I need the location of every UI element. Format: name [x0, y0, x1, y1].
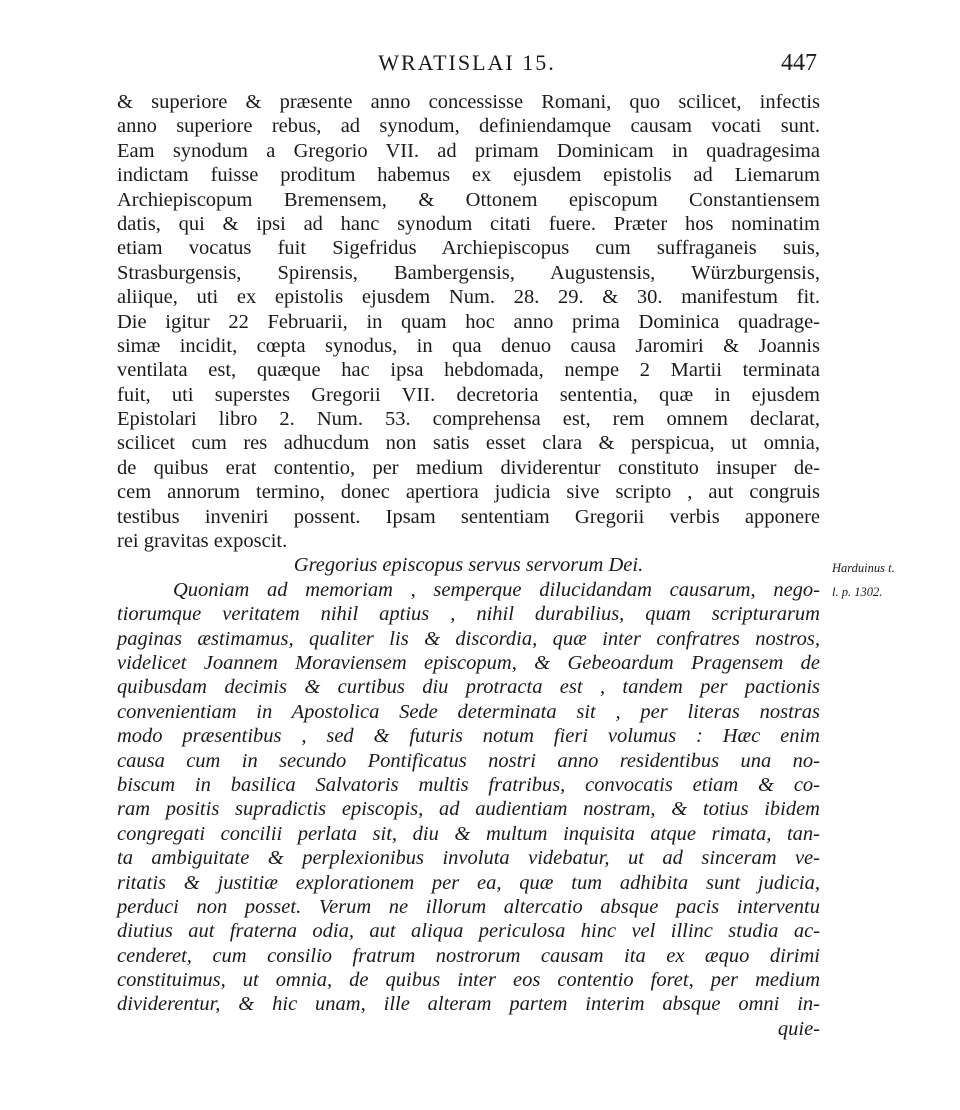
- text-line: anno superiore rebus, ad synodum, definiendamque causam vocati sunt.: [117, 115, 820, 138]
- text-line: rei gravitas exposcit.: [117, 530, 288, 553]
- text-line: aliique, uti ex epistolis ejusdem Num. 28. 29. & 30. manifestum fit.: [117, 286, 820, 309]
- margin-note-line: l. p. 1302.: [832, 585, 883, 599]
- margin-note-line: Harduinus t.: [832, 561, 895, 575]
- margin-note: [832, 556, 944, 604]
- text-line: datis, qui & ipsi ad hanc synodum citati fuere. Præter hos nominatim: [117, 212, 820, 235]
- text-line: testibus inveniri possent. Ipsam sententiam Gregorii verbis apponere: [117, 505, 820, 528]
- text-line: Strasburgensis, Spirensis, Bambergensis, Augustensis, Würzburgensis,: [117, 261, 820, 284]
- text-line: ventilata est, quæque hac ipsa hebdomada, nempe 2 Martii terminata: [117, 359, 820, 382]
- letter-line: diutius aut fraterna odia, aut aliqua periculosa hinc vel illinc studia ac-: [117, 920, 820, 943]
- letter-line: perduci non posset. Verum ne illorum altercatio absque pacis interventu: [117, 895, 820, 918]
- letter-line: convenientiam in Apostolica Sede determinata sit , per literas nostras: [117, 700, 820, 723]
- letter-line: cenderet, cum consilio fratrum nostrorum causam ita ex æquo dirimi: [117, 944, 820, 967]
- text-line: de quibus erat contentio, per medium dividerentur constituto insuper de-: [117, 456, 820, 479]
- text-line: Eam synodum a Gregorio VII. ad primam Dominicam in quadragesima: [117, 139, 820, 162]
- letter-line: paginas æstimamus, qualiter lis & discordia, quæ inter confratres nostros,: [117, 627, 820, 650]
- letter-line: ta ambiguitate & perplexionibus involuta videbatur, ut ad sinceram ve-: [117, 847, 820, 870]
- letter-line: dividerentur, & hic unam, ille alteram partem interim absque omni in-: [117, 993, 820, 1016]
- letter-line: causa cum in secundo Pontificatus nostri anno residentibus una no-: [117, 749, 820, 772]
- text-line: etiam vocatus fuit Sigefridus Archiepiscopus cum suffraganeis suis,: [117, 237, 820, 260]
- catchword: quie-: [777, 1017, 820, 1040]
- text-line: indictam fuisse proditum habemus ex ejusdem epistolis ad Liemarum: [117, 164, 820, 187]
- letter-line: ram positis supradictis episcopis, ad audientiam nostram, & totius ibidem: [117, 798, 820, 821]
- text-line: cem annorum termino, donec apertiora judicia sive scripto , aut congruis: [117, 481, 820, 504]
- letter-line: quibusdam decimis & curtibus diu protracta est , tandem per pactionis: [117, 676, 820, 699]
- main-text: [117, 90, 820, 1041]
- text-line: & superiore & præsente anno concessisse Romani, quo scilicet, infectis: [117, 91, 820, 113]
- running-head: WRATISLAI 15.: [378, 50, 556, 75]
- letter-line: biscum in basilica Salvatoris multis fratribus, convocatis etiam & co-: [117, 773, 820, 796]
- text-line: Die igitur 22 Februarii, in quam hoc anno prima Dominica quadrage-: [117, 310, 820, 333]
- letter-salutation: Gregorius episcopus servus servorum Dei.: [293, 554, 644, 577]
- letter-line: Quoniam ad memoriam , semperque dilucidandam causarum, nego-: [173, 578, 820, 601]
- text-line: Epistolari libro 2. Num. 53. comprehensa est, rem omnem declarat,: [117, 408, 820, 431]
- letter-line: congregati concilii perlata sit, diu & multum inquisita atque rimata, tan-: [117, 822, 820, 845]
- page-number: 447: [781, 50, 817, 76]
- letter-line: ritatis & justitiæ explorationem per ea, quæ tum adhibita sunt judicia,: [117, 871, 820, 894]
- letter-line: modo præsentibus , sed & futuris notum fieri volumus : Hæc enim: [117, 725, 820, 748]
- letter-line: tiorumque veritatem nihil aptius , nihil durabilius, quam scripturarum: [117, 603, 820, 626]
- page-header: [117, 50, 817, 86]
- text-line: fuit, uti superstes Gregorii VII. decretoria sententia, quæ in ejusdem: [117, 383, 820, 406]
- text-line: scilicet cum res adhucdum non satis esset clara & perspicua, ut omnia,: [117, 432, 820, 455]
- letter-line: constituimus, ut omnia, de quibus inter eos contentio foret, per medium: [117, 969, 820, 992]
- letter-line: videlicet Joannem Moraviensem episcopum, & Gebeoardum Pragensem de: [117, 651, 820, 674]
- text-line: Archiepiscopum Bremensem, & Ottonem episcopum Constantiensem: [117, 188, 820, 211]
- text-line: simæ incidit, cœpta synodus, in qua denuo causa Jaromiri & Joannis: [117, 334, 820, 357]
